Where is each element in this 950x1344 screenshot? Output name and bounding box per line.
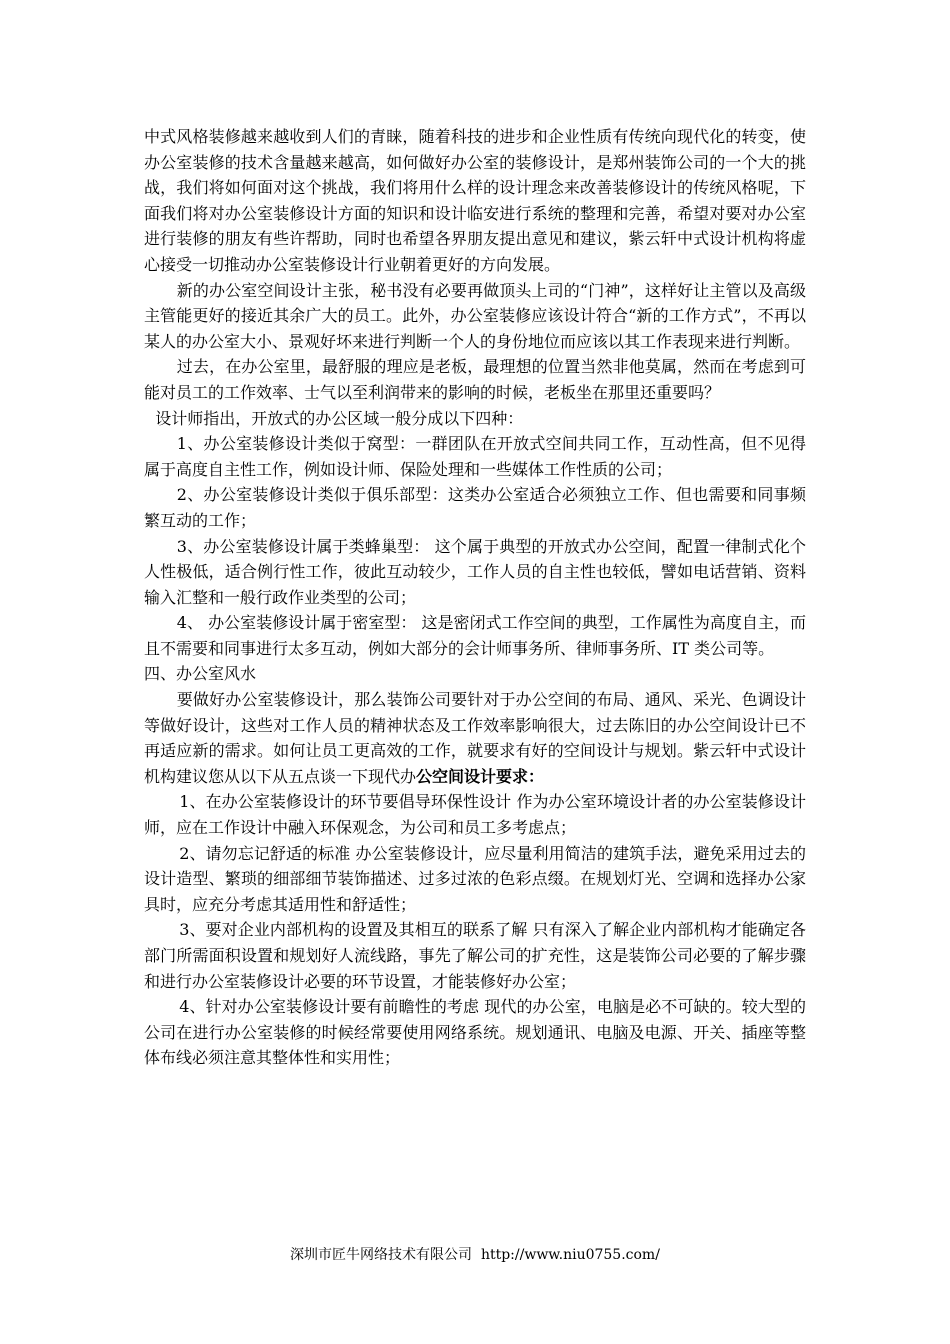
list-item-foresight: 4、针对办公室装修设计要有前瞻性的考虑 现代的办公室，电脑是必不可缺的。较大型的公司在进行办公室装修的时候经常要使用网络系统。规划通讯、电脑及电源、开关、插座等整体布线必须注意其整体性和实用性； [144,997,806,1068]
list-item-structure: 3、要对企业内部机构的设置及其相互的联系了解 只有深入了解企业内部机构才能确定各部门所需面积设置和规划好人流线路，事先了解公司的扩充性，这是装饰公司必要的了解步骤和进行办公室装修设计必要的环节设置，才能装修好办公室； [144,920,806,991]
list-item-club-type: 2、办公室装修设计类似于俱乐部型：这类办公室适合必须独立工作、但也需要和同事频繁互动的工作； [144,485,806,530]
paragraph-new-office-design: 新的办公室空间设计主张，秘书没有必要再做顶头上司的“门神”，这样好让主管以及高级主管能更好的接近其余广大的员工。此外，办公室装修应该设计符合“新的工作方式”，不再以某人的办公室大小、景观好坏来进行判断一个人的身份地位而应该以其工作表现来进行判断。 [144,280,806,351]
section-heading-fengshui: 四、办公室风水 [144,664,257,684]
paragraph-intro: 中式风格装修越来越收到人们的青睐，随着科技的进步和企业性质有传统向现代化的转变，使办公室装修的技术含量越来越高，如何做好办公室的装修设计，是郑州装饰公司的一个大的挑战，我们将如何面对这个挑战，我们将用什么样的设计理念来改善装修设计的传统风格呢，下面我们将对办公室装修设计方面的知识和设计临安进行系统的整理和完善，希望对要对办公室进行装修的朋友有些许帮助，同时也希望各界朋友提出意见和建议，紫云轩中式设计机构将虚心接受一切推动办公室装修设计行业朝着更好的方向发展。 [144,127,806,274]
footer-company: 深圳市匠牛网络技术有限公司 [290,1247,473,1263]
paragraph-fengshui-text: 要做好办公室装修设计，那么装饰公司要针对于办公空间的布局、通风、采光、色调设计等做好设计，这些对工作人员的精神状态及工作效率影响很大，过去陈旧的办公空间设计已不再适应新的需求。如何让员工更高效的工作，就要求有好的空间设计与规划。紫云轩中式设计机构建议您从以下从五点谈一下现代办 [144,690,806,786]
paragraph-fengshui-bold: 公空间设计要求： [416,766,545,786]
list-item-comfort: 2、请勿忘记舒适的标准 办公室装修设计，应尽量利用简洁的建筑手法，避免采用过去的设计造型、繁琐的细部细节装饰描述、过多过浓的色彩点缀。在规划灯光、空调和选择办公家具时，应充分考虑其适用性和舒适性； [144,843,806,914]
list-item-nest-type: 1、办公室装修设计类似于窝型：一群团队在开放式空间共同工作，互动性高，但不见得属于高度自主性工作，例如设计师、保险处理和一些媒体工作性质的公司； [144,434,806,479]
list-item-hive-type: 3、办公室装修设计属于类蜂巢型： 这个属于典型的开放式办公空间，配置一律制式化个人性极低，适合例行性工作，彼此互动较少，工作人员的自主性也较低，譬如电话营销、资料输入汇整和一般行政作业类型的公司； [144,536,806,607]
paragraph-past-boss: 过去，在办公室里，最舒服的理应是老板，最理想的位置当然非他莫属，然而在考虑到可能对员工的工作效率、士气以至利润带来的影响的时候，老板坐在那里还重要吗？ [144,357,806,402]
paragraph-designer-points: 设计师指出，开放式的办公区域一般分成以下四种： [155,408,524,428]
page-footer [0,1246,950,1264]
document-body [144,124,806,1071]
paragraph-fengshui-intro [144,687,806,789]
list-item-den-type: 4、 办公室装修设计属于密室型： 这是密闭式工作空间的典型，工作属性为高度自主，而且不需要和同事进行太多互动，例如大部分的会计师事务所、律师事务所、IT 类公司等。 [144,613,806,658]
footer-url[interactable]: http://www.niu0755.com/ [480,1247,660,1263]
list-item-eco-design: 1、在办公室装修设计的环节要倡导环保性设计 作为办公室环境设计者的办公室装修设计师，应在工作设计中融入环保观念，为公司和员工多考虑点； [144,792,806,838]
